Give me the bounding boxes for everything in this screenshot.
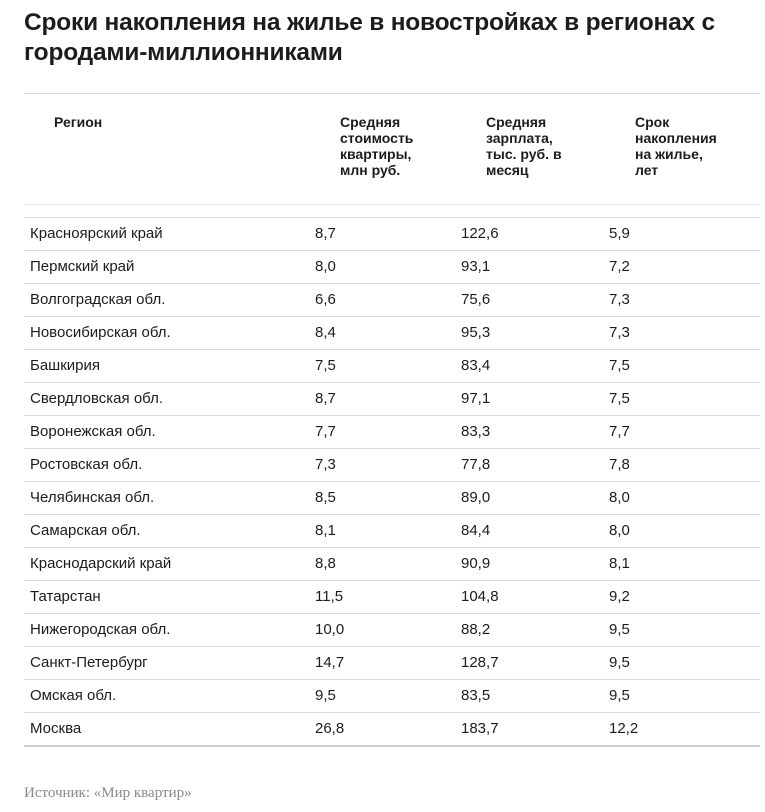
cell-saving-years: 9,5: [609, 654, 630, 671]
data-table: [24, 93, 760, 747]
table-row: [24, 514, 760, 547]
cell-avg-salary: 128,7: [461, 654, 499, 671]
cell-avg-price: 10,0: [315, 621, 345, 638]
table-row: [24, 349, 760, 382]
table-row: [24, 547, 760, 580]
cell-avg-price: 7,5: [315, 357, 336, 374]
table-row: [24, 283, 760, 316]
cell-region: Башкирия: [30, 357, 101, 374]
cell-avg-salary: 84,4: [461, 522, 491, 539]
cell-region: Нижегородская обл.: [30, 621, 171, 638]
cell-saving-years: 9,5: [609, 687, 630, 704]
cell-avg-price: 8,8: [315, 555, 336, 572]
cell-region: Челябинская обл.: [30, 489, 155, 506]
cell-region: Красноярский край: [30, 225, 163, 242]
cell-avg-salary: 83,4: [461, 357, 491, 374]
cell-region: Новосибирская обл.: [30, 324, 171, 341]
cell-avg-price: 11,5: [315, 588, 344, 605]
cell-avg-salary: 97,1: [461, 390, 491, 407]
cell-saving-years: 8,0: [609, 522, 630, 539]
table-header: [24, 94, 760, 204]
cell-avg-price: 8,1: [315, 522, 336, 539]
cell-saving-years: 7,3: [609, 291, 630, 308]
table-row: [24, 415, 760, 448]
cell-avg-price: 8,7: [315, 225, 336, 242]
cell-saving-years: 7,8: [609, 456, 630, 473]
cell-region: Ростовская обл.: [30, 456, 143, 473]
table-row: [24, 448, 760, 481]
cell-region: Воронежская обл.: [30, 423, 156, 440]
table-spacer: [24, 205, 760, 217]
cell-avg-salary: 83,5: [461, 687, 491, 704]
cell-saving-years: 8,1: [609, 555, 630, 572]
cell-avg-salary: 95,3: [461, 324, 491, 341]
cell-region: Санкт-Петербург: [30, 654, 148, 671]
cell-avg-price: 7,7: [315, 423, 336, 440]
cell-saving-years: 7,5: [609, 390, 630, 407]
cell-region: Краснодарский край: [30, 555, 172, 572]
cell-saving-years: 7,2: [609, 258, 630, 275]
cell-avg-salary: 93,1: [461, 258, 491, 275]
table-row: [24, 382, 760, 415]
cell-region: Самарская обл.: [30, 522, 141, 539]
cell-region: Пермский край: [30, 258, 135, 275]
cell-avg-price: 8,5: [315, 489, 336, 506]
cell-saving-years: 9,5: [609, 621, 630, 638]
cell-avg-price: 14,7: [315, 654, 345, 671]
cell-saving-years: 7,5: [609, 357, 630, 374]
cell-avg-salary: 83,3: [461, 423, 491, 440]
cell-region: Омская обл.: [30, 687, 117, 704]
header-avg-price: Средняя стоимость квартиры, млн руб.: [340, 114, 414, 178]
table-row: [24, 679, 760, 712]
table-row: [24, 646, 760, 679]
cell-saving-years: 7,3: [609, 324, 630, 341]
cell-avg-salary: 88,2: [461, 621, 491, 638]
cell-saving-years: 9,2: [609, 588, 630, 605]
cell-avg-salary: 77,8: [461, 456, 491, 473]
page-title: Сроки накопления на жилье в новостройках в регионах с городами-миллионниками: [24, 9, 715, 66]
cell-avg-price: 8,7: [315, 390, 336, 407]
cell-avg-price: 26,8: [315, 720, 345, 737]
table-row: [24, 481, 760, 514]
cell-avg-price: 8,4: [315, 324, 336, 341]
header-avg-salary: Средняя зарплата, тыс. руб. в месяц: [486, 114, 562, 178]
table-row: [24, 580, 760, 613]
header-saving-years: Срок накопления на жилье, лет: [635, 114, 717, 178]
table-row: [24, 712, 760, 747]
table-row: [24, 250, 760, 283]
table-row: [24, 217, 760, 250]
header-region: Регион: [54, 114, 103, 130]
cell-avg-salary: 90,9: [461, 555, 491, 572]
cell-region: Волгоградская обл.: [30, 291, 166, 308]
cell-avg-price: 7,3: [315, 456, 336, 473]
cell-avg-salary: 75,6: [461, 291, 491, 308]
cell-avg-price: 9,5: [315, 687, 336, 704]
cell-avg-price: 8,0: [315, 258, 336, 275]
cell-avg-price: 6,6: [315, 291, 336, 308]
source-note: Источник: «Мир квартир»: [24, 785, 192, 801]
table-row: [24, 613, 760, 646]
cell-avg-salary: 104,8: [461, 588, 499, 605]
cell-region: Свердловская обл.: [30, 390, 163, 407]
cell-saving-years: 5,9: [609, 225, 630, 242]
table-row: [24, 316, 760, 349]
cell-avg-salary: 89,0: [461, 489, 491, 506]
cell-saving-years: 8,0: [609, 489, 630, 506]
cell-saving-years: 12,2: [609, 720, 639, 737]
cell-avg-salary: 122,6: [461, 225, 499, 242]
cell-saving-years: 7,7: [609, 423, 630, 440]
cell-region: Москва: [30, 720, 82, 737]
cell-avg-salary: 183,7: [461, 720, 499, 737]
cell-region: Татарстан: [30, 588, 101, 605]
table-body: [24, 217, 760, 747]
